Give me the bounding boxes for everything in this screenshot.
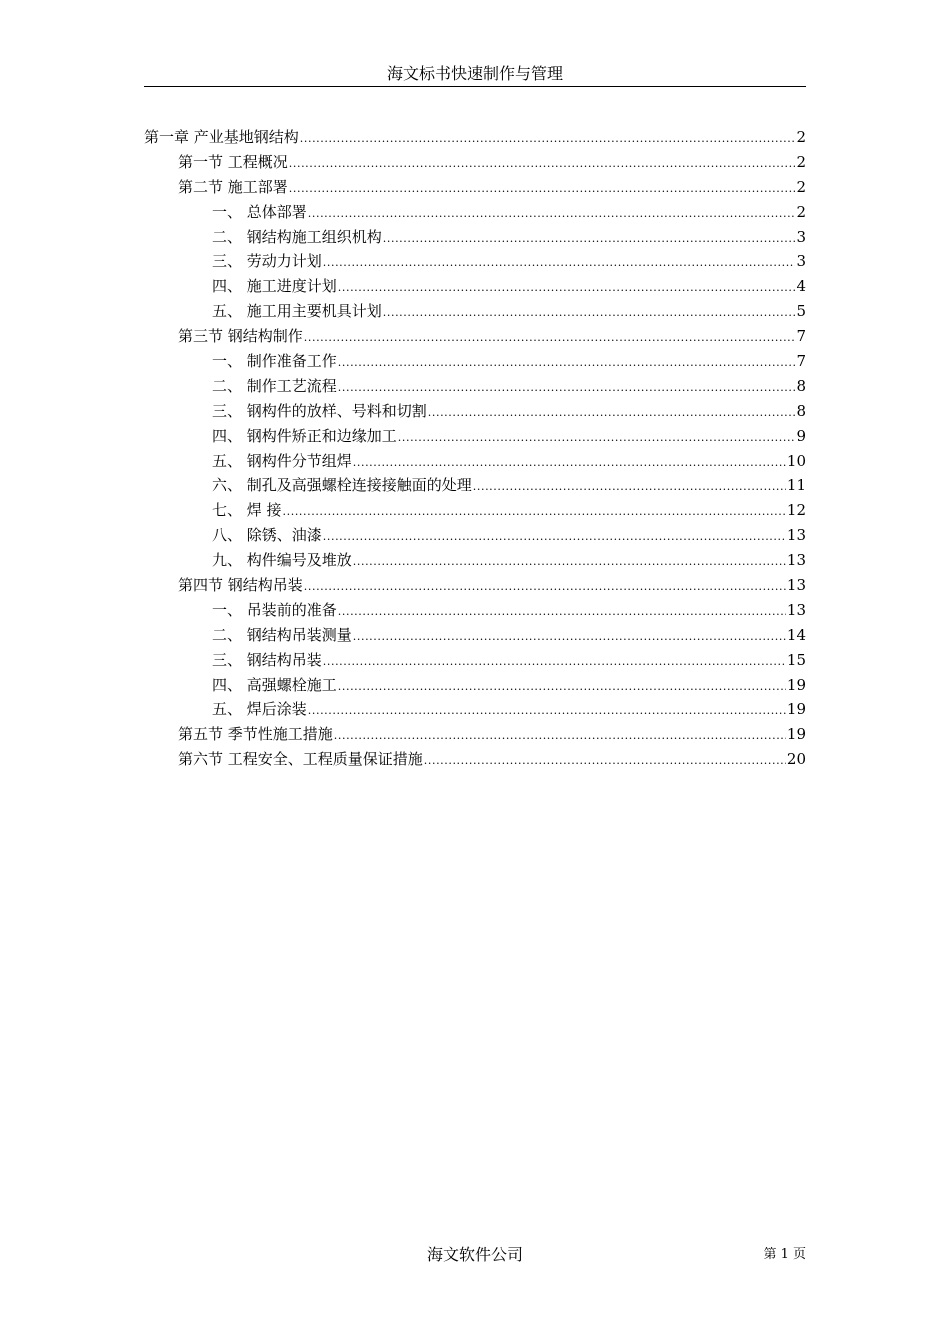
toc-entry-title: 一、 总体部署: [212, 202, 307, 221]
table-of-contents: [144, 125, 806, 772]
toc-entry-page: 3: [796, 252, 806, 271]
toc-leader-dots: [338, 600, 786, 625]
toc-entry[interactable]: [144, 449, 806, 474]
toc-entry[interactable]: [144, 125, 806, 150]
toc-leader-dots: [289, 152, 796, 177]
toc-entry-page: 7: [796, 327, 806, 346]
footer-page-number: 第 1 页: [763, 1247, 806, 1262]
toc-entry[interactable]: [144, 299, 806, 324]
toc-entry[interactable]: [144, 324, 806, 349]
toc-entry-title: 第四节 钢结构吊装: [178, 576, 303, 595]
toc-entry[interactable]: [144, 598, 806, 623]
toc-entry-title: 八、 除锈、油漆: [212, 526, 322, 545]
toc-entry-title: 第一章 产业基地钢结构: [144, 128, 299, 146]
toc-entry[interactable]: [144, 722, 806, 747]
toc-leader-dots: [323, 251, 796, 276]
page-header: [144, 62, 806, 87]
toc-entry[interactable]: [144, 623, 806, 648]
toc-entry-page: 8: [796, 401, 806, 420]
toc-entry-page: 2: [796, 152, 806, 171]
toc-entry-title: 第一节 工程概况: [178, 152, 288, 171]
toc-entry-page: 2: [796, 202, 806, 221]
toc-entry[interactable]: [144, 473, 806, 498]
toc-entry-title: 四、 高强螺栓施工: [212, 675, 337, 694]
toc-entry-title: 一、 制作准备工作: [212, 352, 337, 371]
toc-entry-page: 4: [796, 277, 806, 296]
toc-leader-dots: [338, 276, 796, 301]
toc-entry-title: 第六节 工程安全、工程质量保证措施: [178, 750, 423, 769]
toc-leader-dots: [300, 127, 796, 152]
toc-entry[interactable]: [144, 349, 806, 374]
toc-entry-page: 9: [796, 426, 806, 445]
toc-entry[interactable]: [144, 548, 806, 573]
header-title: 海文标书快速制作与管理: [386, 64, 563, 83]
toc-entry[interactable]: [144, 648, 806, 673]
toc-entry[interactable]: [144, 424, 806, 449]
toc-leader-dots: [289, 177, 796, 202]
toc-leader-dots: [383, 227, 796, 252]
toc-leader-dots: [338, 376, 796, 401]
toc-entry-page: 19: [786, 700, 806, 719]
toc-entry-page: 2: [796, 128, 806, 146]
toc-entry-title: 二、 制作工艺流程: [212, 376, 337, 395]
toc-leader-dots: [308, 699, 786, 724]
toc-leader-dots: [383, 301, 796, 326]
toc-entry-title: 第二节 施工部署: [178, 177, 288, 196]
toc-entry[interactable]: [144, 175, 806, 200]
toc-entry-page: 13: [786, 576, 806, 595]
toc-entry-title: 六、 制孔及高强螺栓连接接触面的处理: [212, 476, 472, 495]
toc-entry[interactable]: [144, 399, 806, 424]
toc-entry[interactable]: [144, 747, 806, 772]
toc-entry-title: 一、 吊装前的准备: [212, 600, 337, 619]
toc-entry-page: 8: [796, 376, 806, 395]
toc-leader-dots: [304, 326, 796, 351]
toc-entry-page: 13: [786, 600, 806, 619]
toc-leader-dots: [338, 351, 796, 376]
toc-leader-dots: [323, 525, 786, 550]
toc-entry-page: 3: [796, 227, 806, 246]
toc-entry-title: 二、 钢结构施工组织机构: [212, 227, 382, 246]
toc-leader-dots: [353, 550, 786, 575]
toc-entry[interactable]: [144, 200, 806, 225]
toc-entry[interactable]: [144, 697, 806, 722]
footer-company: 海文软件公司: [426, 1245, 523, 1264]
toc-entry-title: 四、 钢构件矫正和边缘加工: [212, 426, 397, 445]
toc-leader-dots: [424, 749, 786, 774]
toc-leader-dots: [428, 401, 796, 426]
toc-entry-page: 11: [786, 476, 806, 495]
toc-entry[interactable]: [144, 523, 806, 548]
toc-entry-page: 13: [786, 551, 806, 570]
toc-leader-dots: [283, 500, 786, 525]
toc-leader-dots: [338, 675, 786, 700]
toc-entry-title: 第三节 钢结构制作: [178, 327, 303, 346]
toc-entry-title: 五、 施工用主要机具计划: [212, 302, 382, 321]
toc-entry-title: 三、 劳动力计划: [212, 252, 322, 271]
toc-entry-title: 四、 施工进度计划: [212, 277, 337, 296]
toc-entry-page: 13: [786, 526, 806, 545]
toc-entry-title: 三、 钢结构吊装: [212, 650, 322, 669]
toc-entry-page: 10: [786, 451, 806, 470]
toc-leader-dots: [353, 451, 786, 476]
toc-entry-page: 7: [796, 352, 806, 371]
toc-entry-title: 五、 钢构件分节组焊: [212, 451, 352, 470]
toc-entry-page: 15: [786, 650, 806, 669]
toc-entry[interactable]: [144, 673, 806, 698]
toc-leader-dots: [304, 575, 786, 600]
toc-leader-dots: [398, 426, 796, 451]
toc-entry[interactable]: [144, 374, 806, 399]
toc-entry-page: 19: [786, 725, 806, 744]
toc-entry[interactable]: [144, 150, 806, 175]
toc-entry[interactable]: [144, 498, 806, 523]
toc-entry-title: 九、 构件编号及堆放: [212, 551, 352, 570]
toc-leader-dots: [353, 625, 786, 650]
toc-entry[interactable]: [144, 573, 806, 598]
toc-leader-dots: [308, 202, 796, 227]
toc-entry-page: 20: [786, 750, 806, 769]
toc-entry-page: 12: [786, 501, 806, 520]
toc-entry[interactable]: [144, 249, 806, 274]
toc-entry-title: 第五节 季节性施工措施: [178, 725, 333, 744]
toc-leader-dots: [323, 650, 786, 675]
toc-leader-dots: [473, 475, 786, 500]
toc-entry-title: 五、 焊后涂装: [212, 700, 307, 719]
toc-entry-title: 三、 钢构件的放样、号料和切割: [212, 401, 427, 420]
toc-entry-page: 14: [786, 625, 806, 644]
toc-entry[interactable]: [144, 274, 806, 299]
toc-entry-page: 2: [796, 177, 806, 196]
toc-entry-page: 19: [786, 675, 806, 694]
toc-entry-title: 七、 焊 接: [212, 501, 282, 520]
toc-entry[interactable]: [144, 225, 806, 250]
toc-leader-dots: [334, 724, 786, 749]
toc-entry-page: 5: [796, 302, 806, 321]
toc-entry-title: 二、 钢结构吊装测量: [212, 625, 352, 644]
